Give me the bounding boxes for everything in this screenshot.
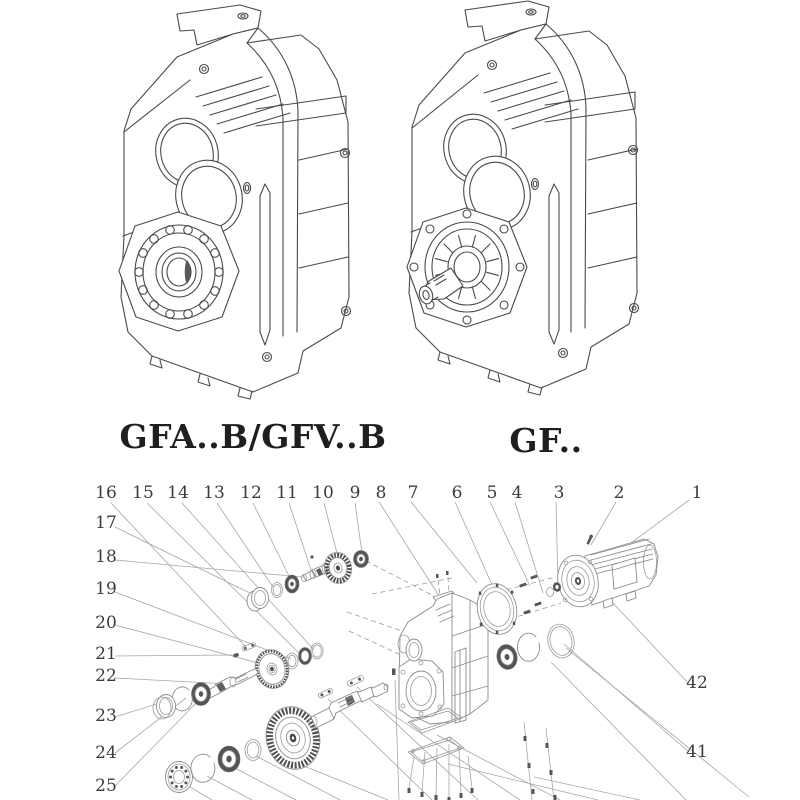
callout-number-2: 2: [613, 483, 625, 503]
callout-number-11: 11: [276, 483, 298, 503]
callout-number-18: 18: [95, 547, 117, 567]
callout-number-8: 8: [375, 483, 387, 503]
gfa-b-gfv-b-drawing: [119, 5, 351, 399]
part-gear-housing: [398, 571, 488, 724]
callout-number-17: 17: [95, 513, 117, 533]
part-studs: [519, 574, 542, 614]
callout-number-5: 5: [486, 483, 498, 503]
callout-number-7: 7: [407, 483, 419, 503]
part-intermediate-gear: [251, 646, 293, 692]
callout-number-12: 12: [240, 483, 262, 503]
callout-number-4: 4: [511, 483, 523, 503]
output-flange: [407, 208, 527, 327]
callout-number-13: 13: [203, 483, 225, 503]
front-rib: [549, 184, 559, 344]
callout-number-9: 9: [349, 483, 361, 503]
callout-number-1: 1: [691, 483, 703, 503]
callout-number-3: 3: [553, 483, 565, 503]
callout-number-16: 16: [95, 483, 117, 503]
callout-number-20: 20: [95, 613, 117, 633]
callout-number-22: 22: [95, 666, 117, 686]
callout-number-25: 25: [95, 776, 117, 796]
callout-number-23: 23: [95, 706, 117, 726]
callout-number-42: 42: [686, 673, 708, 693]
part-motor-assembly: [519, 534, 658, 614]
callout-number-41: 41: [686, 742, 708, 762]
callout-number-19: 19: [95, 579, 117, 599]
callout-number-24: 24: [95, 743, 117, 763]
label-gfa-b-gfv-b: GFA..B/GFV..B: [119, 417, 387, 456]
gf-drawing: [407, 1, 639, 395]
output-bearing: [119, 212, 239, 331]
part-output-gear: [259, 701, 326, 776]
callout-number-10: 10: [312, 483, 334, 503]
label-gf: GF..: [509, 421, 583, 460]
callout-number-21: 21: [95, 644, 117, 664]
callout-number-6: 6: [451, 483, 463, 503]
front-rib: [260, 184, 270, 345]
callout-number-15: 15: [132, 483, 154, 503]
exploded-parts-diagram: [95, 483, 749, 800]
part-input-shaft-group: [247, 549, 369, 611]
part-input-gear: [321, 549, 355, 587]
callout-number-14: 14: [167, 483, 189, 503]
